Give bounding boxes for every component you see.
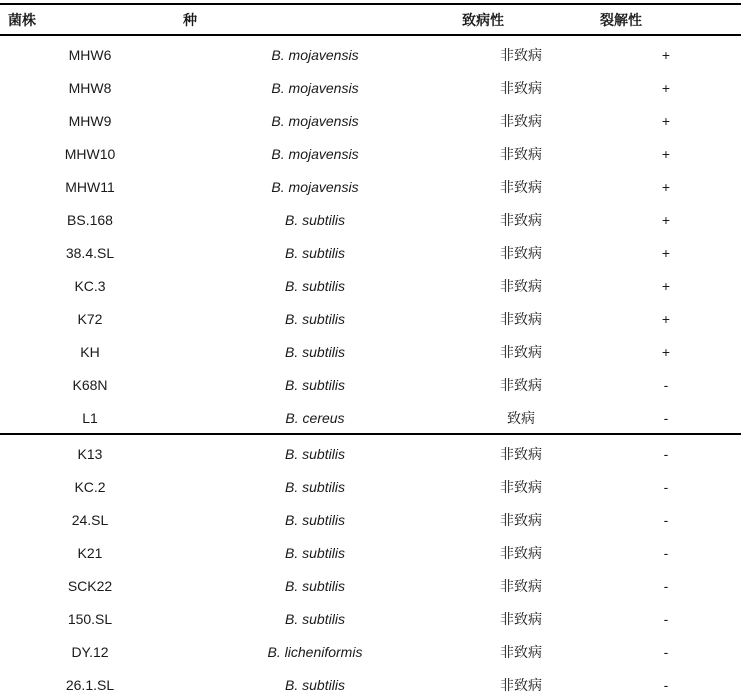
lytic-cell: - [663, 676, 669, 693]
column-header-lytic: 裂解性 [600, 11, 642, 28]
column-header-pathogenicity: 致病性 [462, 11, 504, 28]
species-cell: B. mojavensis [271, 46, 359, 63]
species-cell: B. subtilis [285, 377, 345, 394]
strain-cell: K13 [77, 445, 103, 462]
species-cell: B. subtilis [285, 211, 345, 228]
column-header-strain: 菌株 [8, 11, 36, 28]
lytic-cell: - [663, 643, 669, 660]
lytic-cell: - [663, 511, 669, 528]
species-cell: B. subtilis [285, 245, 345, 261]
table-body-group-2 [0, 435, 741, 699]
strain-cell: K72 [77, 311, 103, 328]
table-row [0, 201, 741, 234]
lytic-cell: + [661, 79, 671, 96]
table-row [0, 36, 741, 69]
strain-cell: BS.168 [67, 211, 113, 228]
strain-cell: MHW11 [65, 178, 115, 195]
pathogenicity-cell: 非致病 [500, 112, 542, 129]
lytic-cell: + [661, 344, 671, 361]
pathogenicity-cell: 非致病 [500, 676, 542, 693]
pathogenicity-cell: 非致病 [500, 445, 542, 462]
pathogenicity-cell: 非致病 [500, 511, 542, 528]
lytic-cell: + [661, 178, 671, 195]
species-cell: B. subtilis [285, 311, 345, 328]
table-row [0, 69, 741, 102]
pathogenicity-cell: 非致病 [500, 178, 542, 195]
pathogenicity-cell: 非致病 [500, 544, 542, 561]
strain-cell: 38.4.SL [65, 245, 115, 261]
lytic-cell: + [661, 112, 671, 129]
column-header-species: 种 [183, 11, 197, 28]
pathogenicity-cell: 非致病 [500, 311, 542, 328]
table-row [0, 268, 741, 301]
table-row [0, 234, 741, 267]
species-cell: B. subtilis [285, 344, 345, 361]
species-cell: B. mojavensis [271, 178, 359, 195]
lytic-cell: - [663, 478, 669, 495]
pathogenicity-cell: 非致病 [500, 145, 542, 162]
strain-cell: KH [80, 344, 100, 361]
table-body-group-1 [0, 36, 741, 433]
table-row [0, 600, 741, 633]
lytic-cell: + [661, 145, 671, 162]
strain-cell: 150.SL [67, 610, 113, 627]
species-cell: B. subtilis [285, 676, 345, 693]
strain-cell: MHW9 [68, 112, 112, 129]
lytic-cell: + [661, 46, 671, 63]
table-row [0, 567, 741, 600]
pathogenicity-cell: 非致病 [500, 344, 542, 361]
pathogenicity-cell: 非致病 [500, 577, 542, 594]
table-row [0, 334, 741, 367]
species-cell: B. subtilis [285, 445, 345, 462]
strain-cell: 24.SL [71, 511, 109, 528]
table-header-row [0, 5, 741, 34]
pathogenicity-cell: 非致病 [500, 377, 542, 394]
table-row [0, 135, 741, 168]
species-cell: B. subtilis [285, 610, 345, 627]
pathogenicity-cell: 非致病 [500, 610, 542, 627]
pathogenicity-cell: 非致病 [500, 79, 542, 96]
table-row [0, 367, 741, 400]
lytic-cell: - [663, 544, 669, 561]
species-cell: B. mojavensis [271, 145, 359, 162]
species-cell: B. cereus [285, 410, 345, 427]
species-cell: B. subtilis [285, 478, 345, 495]
pathogenicity-cell: 非致病 [500, 478, 542, 495]
table-row [0, 400, 741, 433]
strain-cell: 26.1.SL [65, 676, 115, 693]
strain-cell: DY.12 [71, 643, 109, 660]
species-cell: B. subtilis [285, 511, 345, 528]
table-row [0, 534, 741, 567]
lytic-cell: + [661, 245, 671, 261]
strain-cell: L1 [82, 410, 98, 427]
table-row [0, 435, 741, 468]
pathogenicity-cell: 非致病 [500, 46, 542, 63]
strain-cell: MHW10 [64, 145, 116, 162]
pathogenicity-cell: 非致病 [500, 278, 542, 295]
table-row [0, 301, 741, 334]
strain-cell: MHW8 [68, 79, 112, 96]
lytic-cell: - [663, 610, 669, 627]
strain-cell: MHW6 [68, 46, 112, 63]
lytic-cell: + [661, 278, 671, 295]
table-row [0, 666, 741, 699]
table-row [0, 102, 741, 135]
species-cell: B. subtilis [285, 544, 345, 561]
pathogenicity-cell: 非致病 [500, 245, 542, 261]
strain-cell: SCK22 [67, 577, 113, 594]
table-row [0, 468, 741, 501]
lytic-cell: - [663, 377, 669, 394]
table-row [0, 501, 741, 534]
strain-cell: KC.3 [74, 278, 106, 295]
strain-cell: K21 [77, 544, 103, 561]
species-cell: B. mojavensis [271, 112, 359, 129]
lytic-cell: - [663, 445, 669, 462]
lytic-cell: + [661, 211, 671, 228]
pathogenicity-cell: 非致病 [500, 211, 542, 228]
species-cell: B. licheniformis [267, 643, 363, 660]
strain-cell: K68N [72, 377, 108, 394]
lytic-cell: - [663, 577, 669, 594]
species-cell: B. subtilis [285, 278, 345, 295]
table-row [0, 168, 741, 201]
species-cell: B. mojavensis [271, 79, 359, 96]
species-cell: B. subtilis [285, 577, 345, 594]
table-row [0, 633, 741, 666]
strain-cell: KC.2 [74, 478, 106, 495]
pathogenicity-cell: 致病 [507, 410, 535, 427]
pathogenicity-cell: 非致病 [500, 643, 542, 660]
lytic-cell: - [663, 410, 669, 427]
lytic-cell: + [661, 311, 671, 328]
